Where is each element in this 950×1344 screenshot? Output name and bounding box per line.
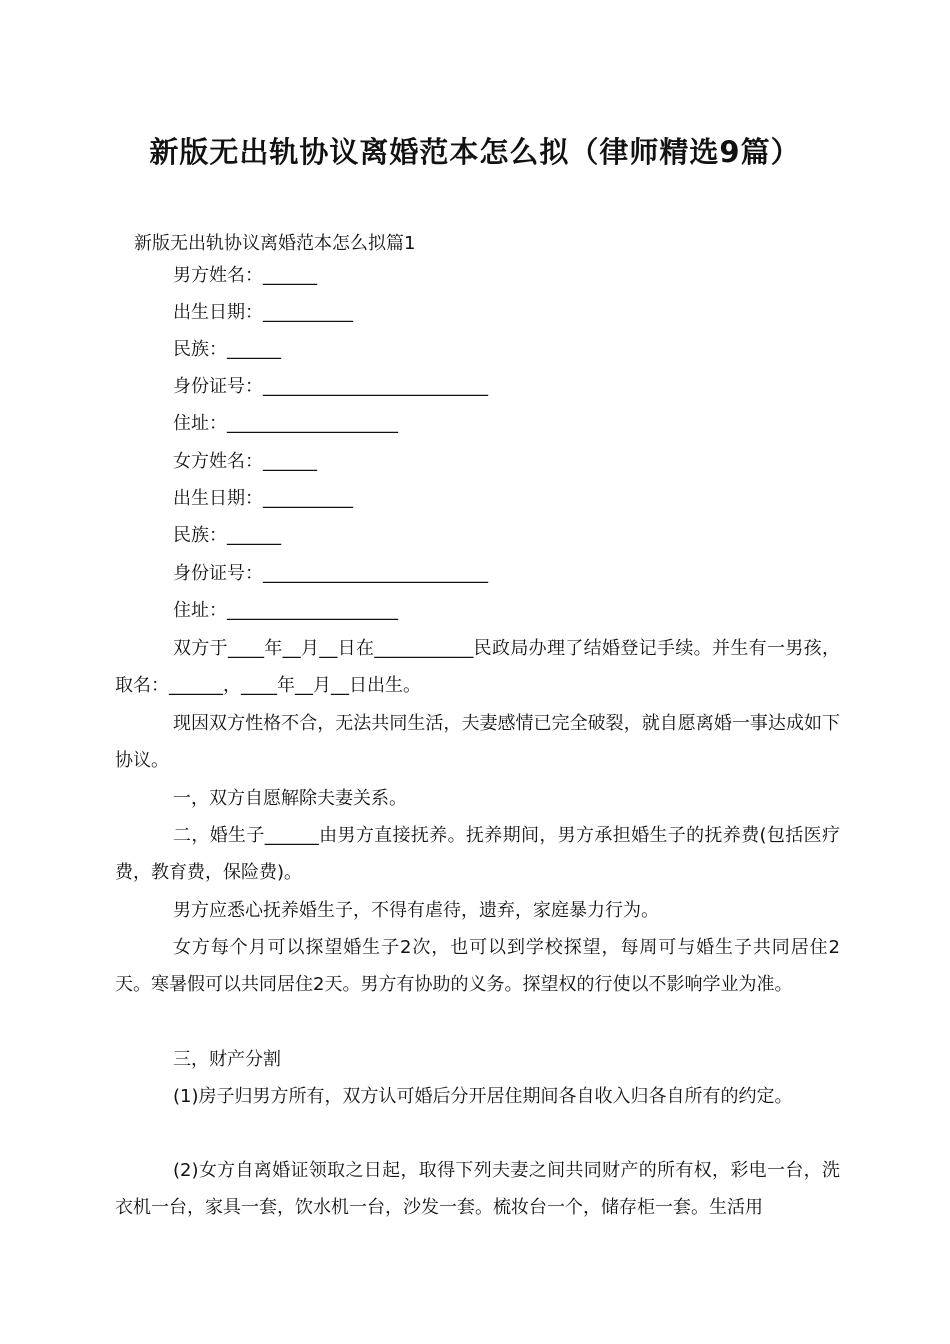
custody-duty-paragraph: 男方应悉心抚养婚生子，不得有虐待，遗弃，家庭暴力行为。 <box>173 900 659 921</box>
male-name-field: 男方姓名：______ <box>173 265 317 286</box>
clause-one: 一，双方自愿解除夫妻关系。 <box>173 788 407 809</box>
male-birthdate-field: 出生日期：__________ <box>173 302 353 323</box>
female-birthdate-field: 出生日期：__________ <box>173 488 353 509</box>
female-id-number-field: 身份证号：_________________________ <box>173 563 488 584</box>
property-item-1: (1)房子归男方所有，双方认可婚后分开居住期间各自收入归各自所有的约定。 <box>173 1086 793 1107</box>
section-heading: 新版无出轨协议离婚范本怎么拟篇1 <box>134 233 416 254</box>
marriage-registration-paragraph: 双方于____年__月__日在___________民政局办理了结婚登记手续。并生有一男孩，取名：______，____年__月__日出生。 <box>115 638 840 696</box>
document-title: 新版无出轨协议离婚范本怎么拟（律师精选9篇） <box>149 135 801 169</box>
clause-three-heading: 三，财产分割 <box>173 1049 281 1070</box>
visitation-paragraph: 女方每个月可以探望婚生子2次，也可以到学校探望，每周可与婚生子共同居住2天。寒暑假可以共同居住2天。男方有协助的义务。探望权的行使以不影响学业为准。 <box>115 937 840 995</box>
male-ethnicity-field: 民族：______ <box>173 339 281 360</box>
clause-two: 二，婚生子______由男方直接抚养。抚养期间，男方承担婚生子的抚养费(包括医疗费，教育费，保险费)。 <box>115 825 840 883</box>
divorce-reason-paragraph: 现因双方性格不合，无法共同生活，夫妻感情已完全破裂，就自愿离婚一事达成如下协议。 <box>115 713 840 771</box>
property-item-2: (2)女方自离婚证领取之日起，取得下列夫妻之间共同财产的所有权，彩电一台，洗衣机一台，家具一套，饮水机一台，沙发一套。梳妆台一个，储存柜一套。生活用 <box>115 1160 840 1218</box>
female-address-field: 住址：___________________ <box>173 600 398 621</box>
male-address-field: 住址：___________________ <box>173 413 398 434</box>
female-ethnicity-field: 民族：______ <box>173 525 281 546</box>
female-name-field: 女方姓名：______ <box>173 451 317 472</box>
male-id-number-field: 身份证号：_________________________ <box>173 376 488 397</box>
